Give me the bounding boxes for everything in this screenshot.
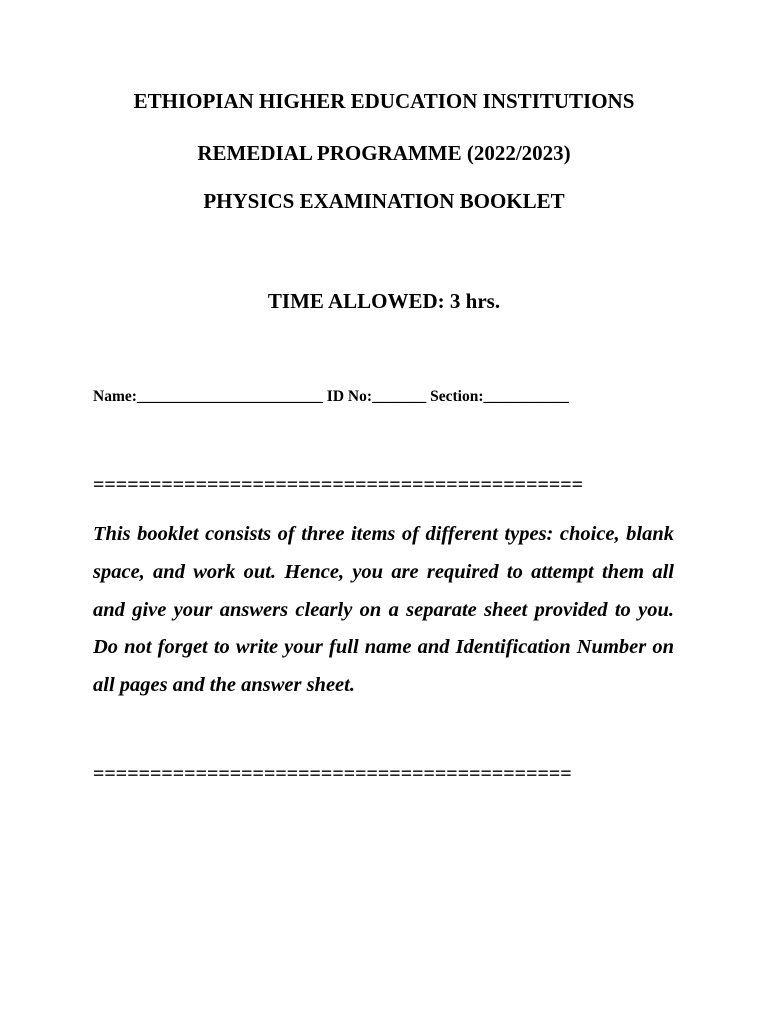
bottom-divider: ========================================== <box>93 764 572 784</box>
time-allowed: TIME ALLOWED: 3 hrs. <box>267 289 501 313</box>
booklet-title: PHYSICS EXAMINATION BOOKLET <box>203 189 565 213</box>
section-blank: ___________ <box>483 388 569 405</box>
programme-heading: REMEDIAL PROGRAMME (2022/2023) <box>197 141 571 165</box>
id-blank: _______ <box>372 388 427 405</box>
student-info-fields <box>93 388 569 406</box>
institution-heading: ETHIOPIAN HIGHER EDUCATION INSTITUTIONS <box>133 89 635 113</box>
instructions-paragraph: This booklet consists of three items of different types: choice, blank space, and work out. Hence, you are required to attempt them all and give your answers clearly on a separate sheet provided to you. Do not forget to write your full name and Identification Number on all pages and the answer sheet. <box>93 523 674 697</box>
name-blank: ________________________ <box>136 388 323 405</box>
section-label: Section: <box>430 388 484 405</box>
id-label: ID No: <box>326 388 372 405</box>
name-label: Name: <box>93 388 137 405</box>
top-divider: =========================================== <box>93 475 584 495</box>
